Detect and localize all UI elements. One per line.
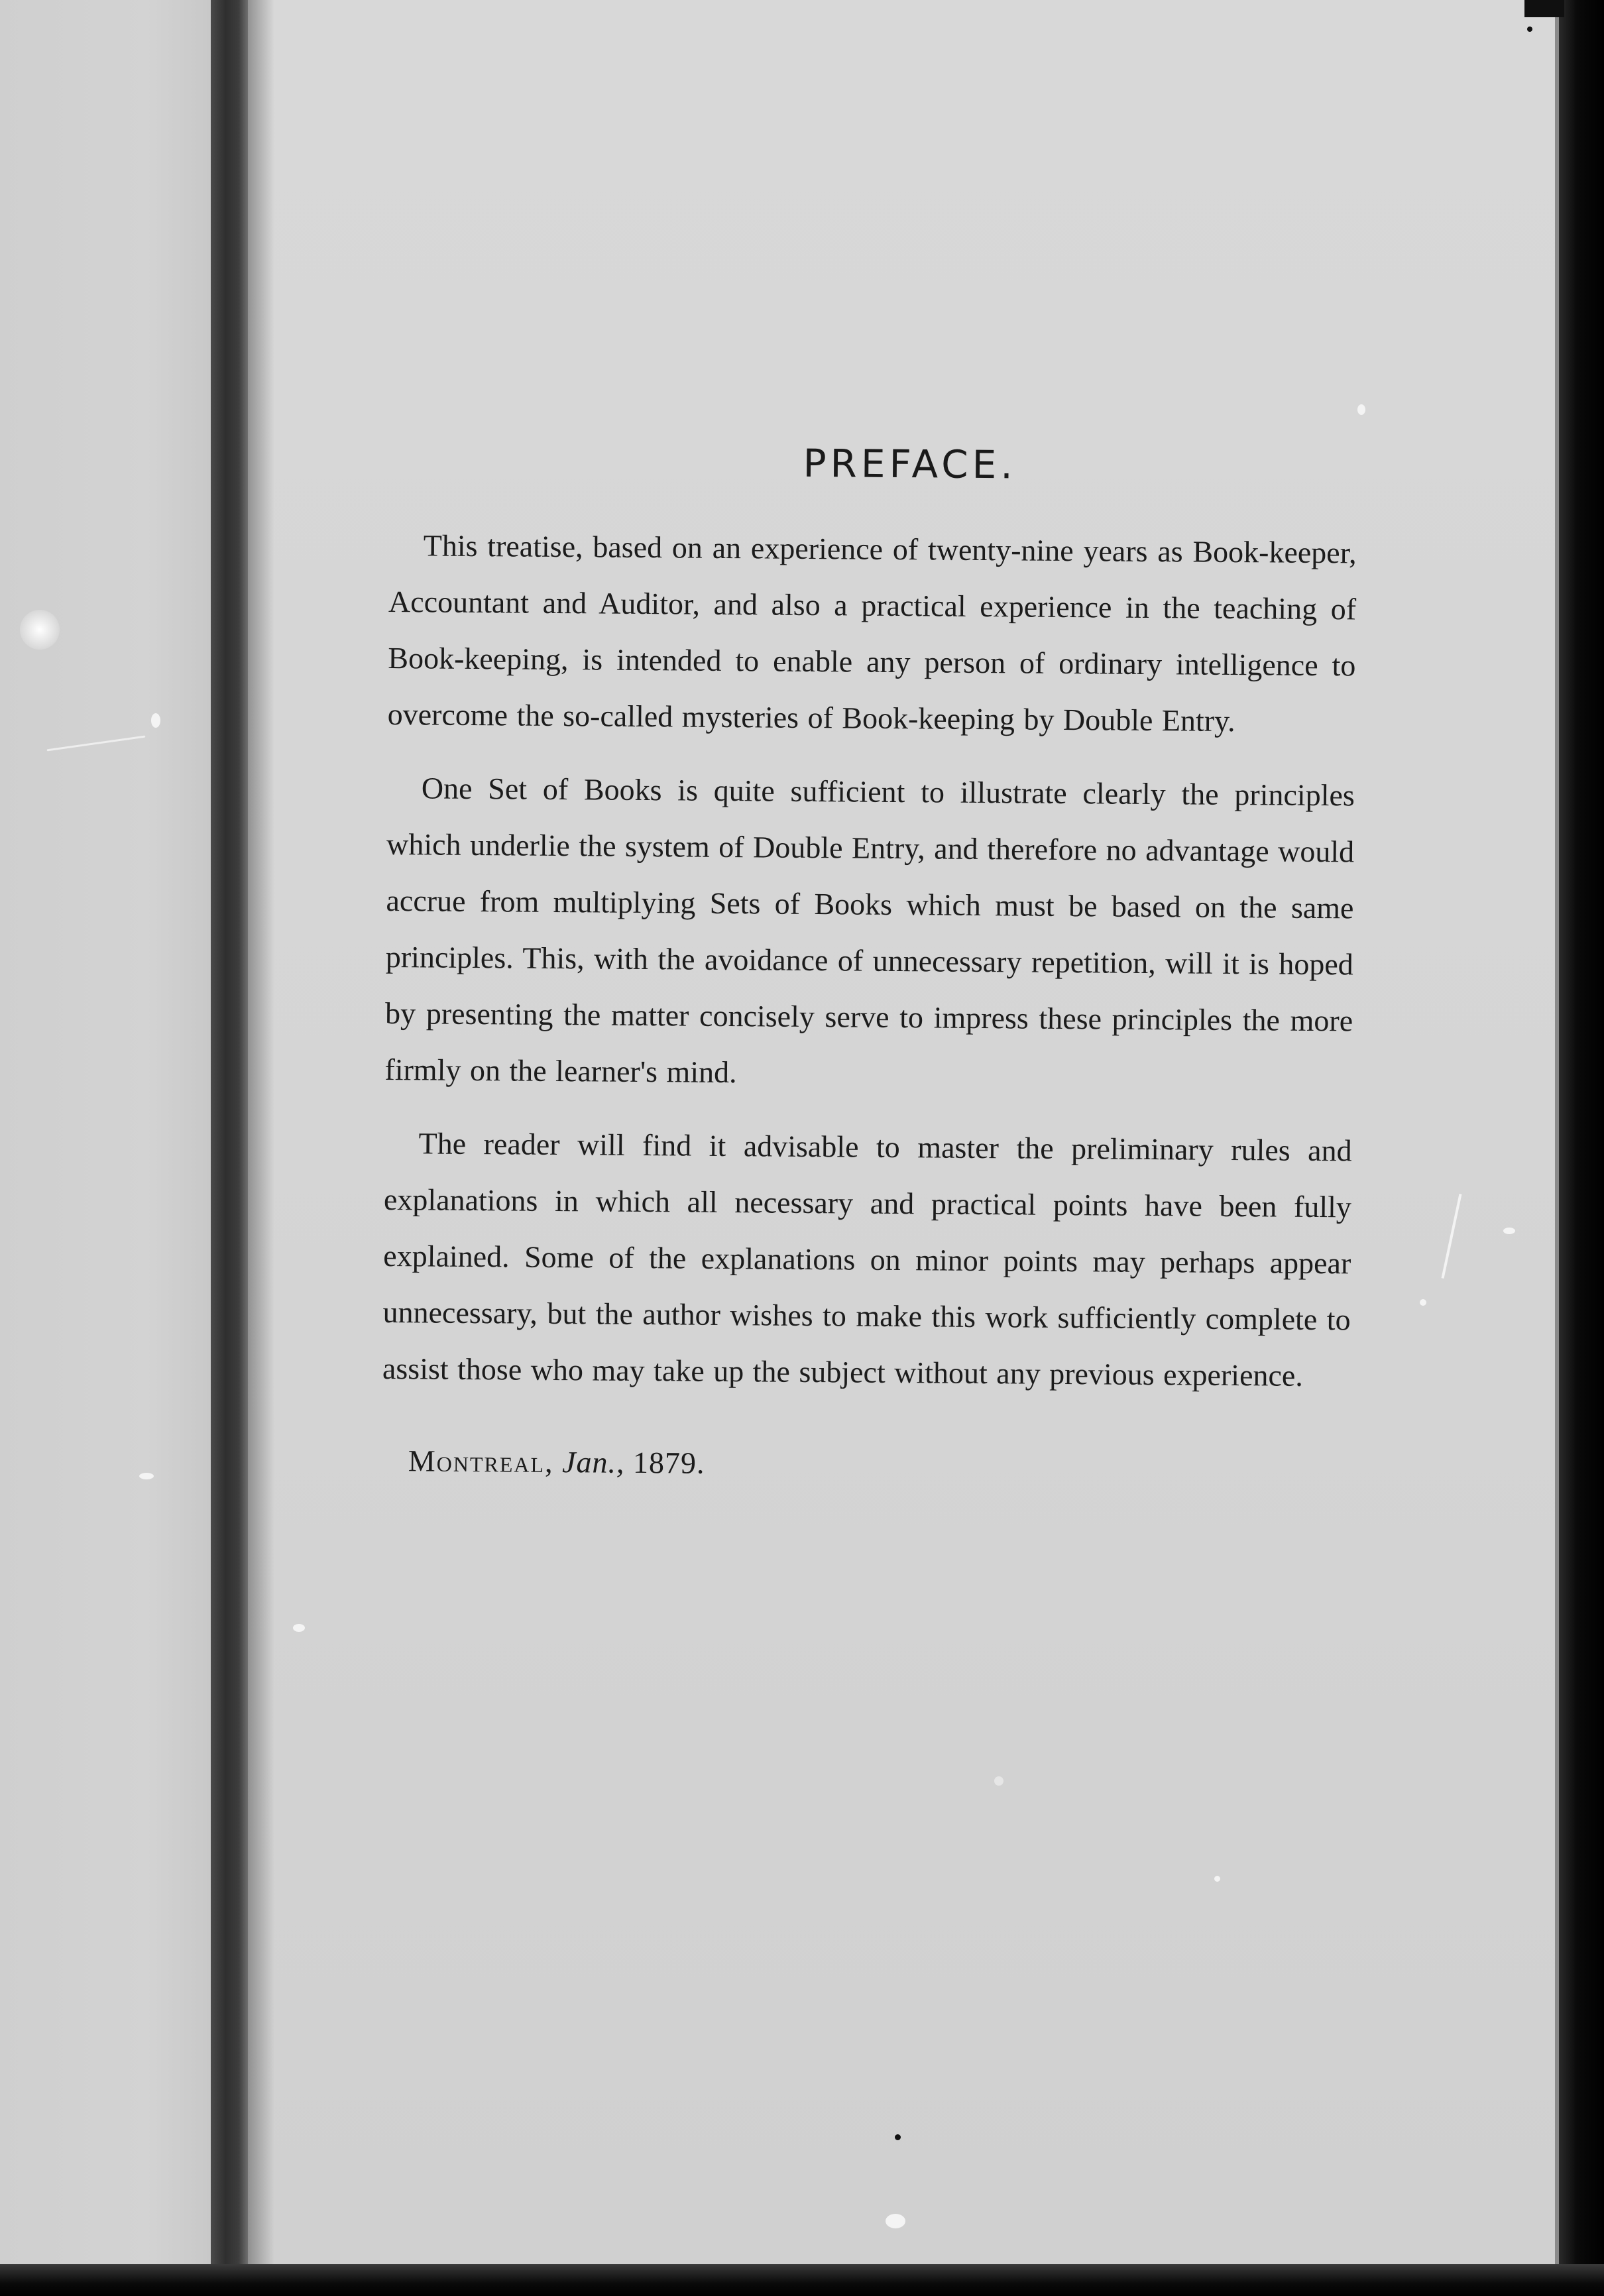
- scan-dot: [1527, 27, 1532, 32]
- page-heading: PREFACE.: [803, 440, 1017, 488]
- scan-speck: [139, 1473, 154, 1479]
- preface-text-block: [382, 437, 1357, 1485]
- scan-speck: [1214, 1876, 1220, 1882]
- signature-month: Jan.,: [561, 1445, 625, 1479]
- preface-paragraph: The reader will find it advisable to master the preliminary rules and explanations in which all necessary and practical points have been fully explained. Some of the explanations on minor points may perhaps appear unnecessary, but the author wishes to make this work sufficiently complete to assist those who may take up the subject without any previous experience.: [382, 1126, 1352, 1393]
- scan-speck: [1420, 1299, 1426, 1306]
- scan-speck: [151, 713, 160, 728]
- scan-dot: [895, 2134, 901, 2140]
- binding-gutter: [211, 0, 248, 2267]
- scan-speck: [20, 610, 60, 650]
- scan-speck: [886, 2214, 905, 2228]
- right-scan-border: [1559, 0, 1604, 2296]
- facing-page-margin: [0, 0, 211, 2296]
- scan-speck: [1503, 1228, 1515, 1234]
- scan-speck: [1357, 404, 1365, 415]
- bottom-scan-border: [0, 2264, 1604, 2296]
- signature-place: Montreal,: [408, 1444, 554, 1479]
- signature-year: 1879.: [632, 1445, 705, 1480]
- scan-speck: [293, 1624, 305, 1632]
- preface-paragraph: This treatise, based on an experience of twenty-nine years as Book-keeper, Accountant and Auditor, and also a practical experience in the teaching of Book-keeping, is intended to enable any person of ordinary intelligence to overcome the so-called mysteries of Book-keeping by Double Entry.: [387, 528, 1357, 738]
- gutter-shadow: [248, 0, 274, 2267]
- scan-speck: [994, 1776, 1003, 1786]
- top-scan-corner: [1524, 0, 1564, 17]
- preface-paragraph: One Set of Books is quite sufficient to illustrate clearly the principles which underlie the system of Double Entry, and therefore no advantage would accrue from multiplying Sets of Books which must be based on the same principles. This, with the avoidance of unnecessary repetition, will it is hoped by presenting the matter concisely serve to impress these principles the more firmly on the learner's mind.: [384, 771, 1355, 1090]
